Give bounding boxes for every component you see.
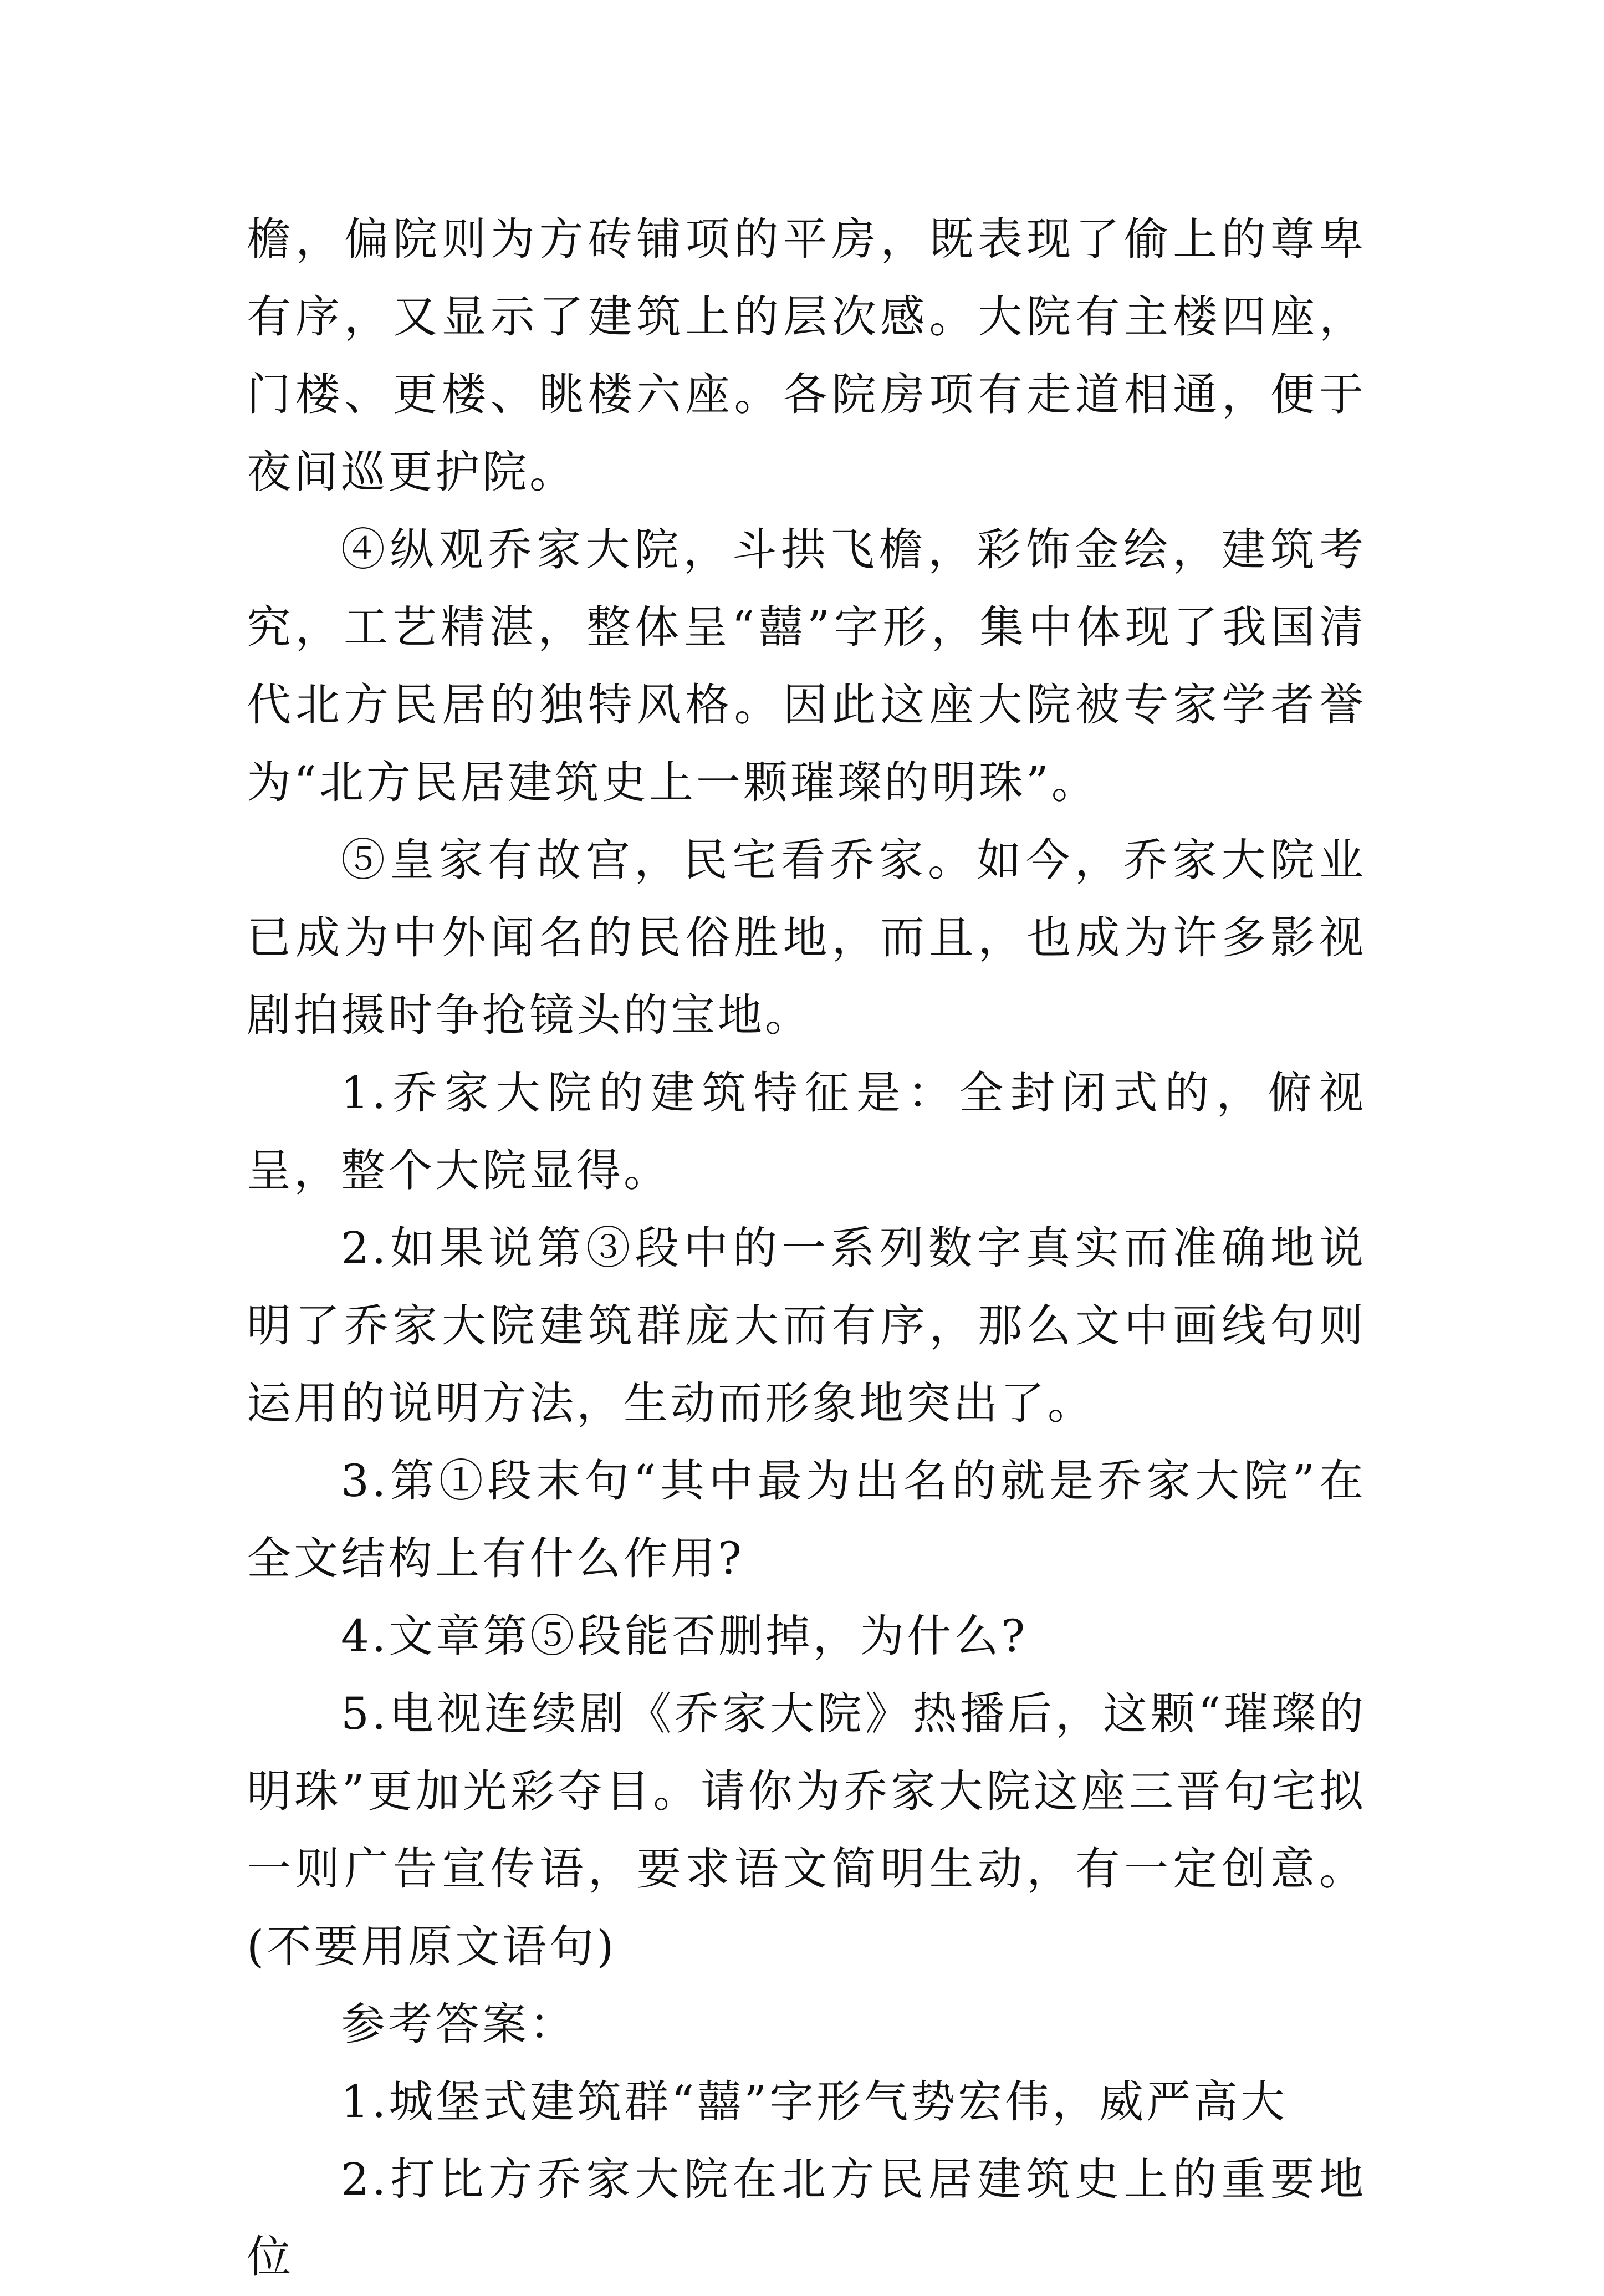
paragraph-5: ⑤皇家有故宫，民宅看乔家。如今，乔家大院业已成为中外闻名的民俗胜地，而且，也成为许多影视剧拍摄时争抢镜头的宝地。: [247, 834, 1366, 1041]
answer-1: 1.城堡式建筑群“囍”字形气势宏伟，威严高大: [341, 2076, 1288, 2127]
answers-heading: 参考答案：: [341, 1998, 576, 2050]
paragraph-4: ④纵观乔家大院，斗拱飞檐，彩饰金绘，建筑考究，工艺精湛，整体呈“囍”字形，集中体现了我国清代北方民居的独特风格。因此这座大院被专家学者誉为“北方民居建筑史上一颗璀璨的明珠”。: [247, 524, 1366, 808]
answer-2: 2.打比方乔家大院在北方民居建筑史上的重要地位: [247, 2154, 1366, 2283]
paragraph-3-continued: 檐，偏院则为方砖铺项的平房，既表现了偷上的尊卑有序，又显示了建筑上的层次感。大院有主楼四座，门楼、更楼、眺楼六座。各院房项有走道相通，便于夜间巡更护院。: [247, 213, 1366, 498]
question-5: 5.电视连续剧《乔家大院》热播后，这颗“璀璨的明珠”更加光彩夺目。请你为乔家大院这座三晋句宅拟一则广告宣传语，要求语文简明生动，有一定创意。(不要用原文语句): [247, 1688, 1366, 1972]
question-1: 1.乔家大院的建筑特征是：全封闭式的，俯视呈，整个大院显得。: [247, 1067, 1366, 1196]
document-body: [247, 201, 1366, 2296]
question-3: 3.第①段末句“其中最为出名的就是乔家大院”在全文结构上有什么作用?: [247, 1455, 1366, 1584]
question-2: 2.如果说第③段中的一系列数字真实而准确地说明了乔家大院建筑群庞大而有序，那么文中画线句则运用的说明方法，生动而形象地突出了。: [247, 1222, 1366, 1429]
question-4: 4.文章第⑤段能否删掉，为什么?: [341, 1610, 1028, 1662]
